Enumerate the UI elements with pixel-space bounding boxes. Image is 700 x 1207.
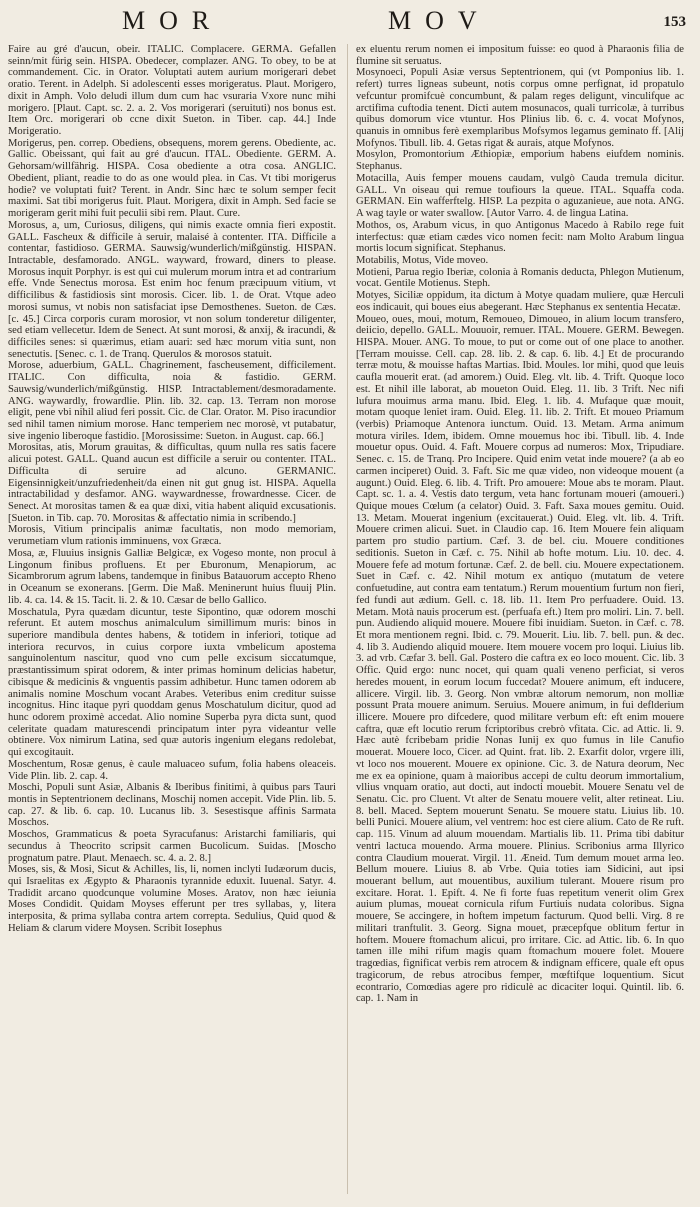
entry-moschentum: Moschentum, Rosæ genus, è caule maluaceo sufum, folia habens oleaceis. Vide Plin. lib. 2. cap. 4. (8, 758, 336, 782)
entry-motyes: Motyes, Siciliæ oppidum, ita dictum à Motye quadam muliere, quæ Herculi eos indicauit, qui boues eius abegerant. Hæc Stephanus ex sententia Hecatæ. (356, 290, 684, 313)
entry-morigerus: Morigerus, pen. correp. Obediens, obsequens, morem gerens. Obediente, ac. Gallic. Obeissant, qui fait au gré d'aucun. ITAL. Obediente. GERM. A. Gehorsam/willfährig. HISPA. Cosa obediente a otra cosa. ANGLIC. Obedient, pliant, readie to do as one would plea. in Cas. Vt tibi morigerus hodie? ve voluptati fuit? Terent. in Andr. Sinc hæc te solum semper fecit maximi. Sat tibi morigerus fuit. Plaut. Morigera, dixit in Amph. Sed facie se morigeram gerit mihi fuit peculii sibi rem. Plaut. Cure. (8, 137, 336, 220)
entry-mosa: Mosa, æ, Fluuius insignis Galliæ Belgicæ, ex Vogeso monte, non procul à Lingonum finibus profluens. Et per Eburonum, Menapiorum, ac Sicambrorum agrum labens, tandemque in finibus Batauorum accepto Rheno in Oceanum se exonerans. [Germ. Die Maß. Meninerunt huius fluuij Plin. lib. 4. ca. 14. & 15. Tacit. li. 2. & 10. Cæsar de bello Gallico. (8, 547, 336, 606)
entry-motacilla: Motacilla, Auis femper mouens caudam, vulgò Cauda tremula dicitur. GALL. Vn oiseau qui remue toufiours la queue. ITAL. Squaffa coda. GERMAN. Ein wafferftelg. HISP. La pezpita o aguzanieue, aue nota. ANG. A wag tayle or water swallow. [Autor Varro. 4. de lingua Latina. (356, 172, 684, 220)
entry-morosis: Morosis, Vitium principalis animæ facultatis, non modo memoriam, verumetiam vlum rationis imminuens, vox Græca. (8, 524, 336, 548)
entry-mothos: Mothos, os, Arabum vicus, in quo Antigonus Macedo à Rabilo rege fuit interfectus: quæ etiam cædes vico nomen fecit: nam Molto Arabum lingua mortis locum significat. Stephanus. (356, 219, 684, 255)
entry-morigeror: Faire au gré d'aucun, obeir. ITALIC. Complacere. GERMA. Gefallen seinn/mit fürig sein. HISPA. Obedecer, complazer. ANG. To obey, to be at commandement. Cic. in Orator. Voluptati autem aurium morigerari debet oratio. Terent. in Adelph. Si adolescenti esses morigeratus. Plaut. Morigero, dixit in Amph. Volo deludi illum dum cum hac vsuraria Vxore nunc mihi morigero. [Plaut. Capt. sc. 2. a. 2. Vos morigerari (seruituti) nos bonus est. Item Orc. morigerari ob ccne dixit Sueton. in Tiber. cap. 44.] Inde Morigeratio. (8, 44, 336, 138)
entry-morositas: Morositas, atis, Morum grauitas, & difficultas, quum nulla res satis facere alicui potest. GALL. Quand aucun est difficile a seruir ou contenter. ITAL. Difficulta di seruire ad alcuno. GERMANIC. Eigensinnigkeit/unzufriedenheit/da einen nit gut gnug ist. HISPA. Aquella intractabilidad y desfamor. ANG. waywardnesse, frowardnesse. Cicer. de Senect. At morositas tamen & ea quæ dixi, vitia habent aliquid excusationis. [Sueton. in Tib. cap. 70. Morositas & affectatio nimia in scribendo.] (8, 442, 336, 524)
entry-motieni: Motieni, Parua regio Iberiæ, colonia à Romanis deducta, Phlegon Mutienum, vocat. Gentile Motienus. Steph. (356, 266, 684, 290)
entry-morosus: Morosus, a, um, Curiosus, diligens, qui nimis exacte omnia fieri expostit. GALL. Fascheux & difficile à seruir, malaisé à contenter. ITA. Difficile a contentar, fastidioso. GERMA. Sauwsig/wunderlich/mißgünstig. HISPAN. Intractable, desfamorado. ANGL. wayward, froward, diners to please. Morosus inquit Porphyr. is est qui cui mulerum morum intra et ad contrarium effe. Vnde Senectus morosa. Est enim hoc fenum præcipuum vitium, vt difficilibus & fastidiosis sint morosis. Cicer. lib. 1. de Orat. Vtque adeo morosi sumus, vt nobis non satisfaciat ipse Demosthenes. Sueton. de Cæs. [c. 45.] Circa corporis curam morosior, vt non solum tonderetur diligenter, sed etiam vellecetur. Idem de Senect. At sunt morosi, & anxij, & iracundi, & difficiles senes: si quærimus, etiam auari: sed hæc morum vitia sunt, non senectutis. [Senec. c. 1. de Tranq. Querulos & morosos statuit. (8, 219, 336, 360)
entry-motabilis: Motabilis, Motus, Vide moveo. (356, 254, 489, 266)
page-number: 153 (663, 14, 686, 30)
left-column (8, 44, 336, 1196)
entry-mosylon: Mosylon, Promontorium Æthiopiæ, emporium habens eiufdem nominis. Stephanus. (356, 149, 684, 173)
entry-moschi: Moschi, Populi sunt Asiæ, Albanis & Iberibus finitimi, à quibus pars Tauri montis in Septentrionem declinans, Moschij nomen accepit. Vide Plin. lib. 5. cap. 27. & lib. 6. cap. 10. Lucanus lib. 3. Sesestisque affinis Sarmata Moschos. (8, 782, 336, 829)
entry-moses-cont: ex eluentu rerum nomen ei impositum fuisse: eo quod à Pharaonis filia de flumine sit seruatus. (356, 44, 684, 67)
entry-morose: Morose, aduerbium, GALL. Chagrinement, fascheusement, difficilement. ITALIC. Con difficulta, noia & fastidio. GERM. Sauwsig/wunderlich/mißgünstig. HISP. Intractablement/desmoradamente. ANG. waywardly, frowardlie. Plin. lib. 32. cap. 13. Terram non morose eligit, pene vbi nihil aliud feri possit. Cic. de Clar. Orator. M. Piso iracundior sed nihil tamen nimium morose. Hanc temperiem nec morosè, vt putabatur, sive ingenio liberoque fastidio. [Morosissime: Sueton. in August. cap. 66.] (8, 360, 336, 442)
column-divider (347, 44, 348, 1194)
entry-moschos: Moschos, Grammaticus & poeta Syracufanus: Aristarchi familiaris, qui secundus à Theocrito scripsit carmen Bucolicum. Suidas. [Moscho prognatum patre. Plaut. Menaech. sc. 4. a. 2. 8.] (8, 829, 336, 864)
entry-mosynoeci: Mosynoeci, Populi Asiæ versus Septentrionem, qui (vt Pomponius lib. 1. refert) turres ligneas subeunt, notis corpus omne perfignat, id propatulo vefcuntur promifcuè concumbunt, & palam reges deligunt, vinculifque ac arctifima cuftodia tenent. Dicti autem mosunacos, quali turricolæ, à turribus quibus domorum vice vtuntur. Hos Plinius lib. 6. c. 4. vocat Mofynos, quanuis in omnibus ferè exemplaribus Mofsymos legamus geminato ff. [Alij Mofynos. Tibull. lib. 4. Getas rigat & aurais, atque Mofynos. (356, 67, 684, 149)
running-head-left: MOR (122, 6, 224, 35)
entry-moses: Moses, sis, & Mosi, Sicut & Achilles, lis, li, nomen inclyti Iudæorum ducis, qui Israelitas ex Ægypto & Pharaonis tyrannide eduxit. Iuuenal. Satyr. 4. Tradidit arcano quodcunque volumine Moses. Aratov, non hæc ieiunia Moses Condidit. Quidam Moyses efferunt per tres syllabas, y, litera interposita, & prima syllaba contra artem correpta. Sedulius, Quid quod & Heliam & clarum videre Moysen. Scribit Iosephus (8, 864, 336, 934)
entry-moschatula: Moschatula, Pyra quædam dicuntur, teste Sipontino, quæ odorem moschi referunt. Et autem moschus animalculum simillimum muris: binos in superiore mandibula dentes habens, & totidem in inferiori, totique ad interiora recurvos, in cuius corpore iuxta vmbelicum apostema sanguinolentum nascitur, quod vno cum pelle excisum siccatumque, præstantissimum spirat odorem, & inter primas hominum delicias habetur, cibisque & medicinis & vnguentis passim adhibetur. Hunc tamen odorem ab animalis nomine Moschum vocant Arabes. Veteribus enim creditur suisse incognitus. Hinc itaque pyri quoddam genus Moschatulum dicitur, quod ad hunc odorem proximè accedat. Alio nomine Superba pyra dicta sunt, quod celeritate quadam maturescendi principatum inter pyra videantur velle obtinere. Vox nimirum Latina, sed quæ autoris ingenium elegans redolebat, qui excogitauit. (8, 606, 336, 759)
running-head-right: MOV (388, 6, 491, 35)
right-column (356, 44, 684, 1196)
entry-moueo: Moueo, oues, moui, motum, Remoueo, Dimoueo, in alium locum transfero, deiicio, depello. GALL. Mouuoir, remuer. ITAL. Mouere. GERM. Bewegen. HISPA. Mouer. ANG. To moue, to put or come out of one place to another. [Terram mouisse. Cell. cap. 28. lib. 2. & cap. 6. lib. 4.] Et de procurando terræ motu, & mouisse haftas Martias. Ibid. Moules. lor mihi, quod que leuis caufla mouerit erat. (ad amorem.) Ouid. Eleg. vlt. lib. 4. Trift. Quoque loco est. Et nihil ille laborat, ab moueton Ouid. Eleg. 11. lib. 3 Trift. Nec nifi lufura mouimus arma manu. Ibid. Eleg. 1. lib. 4. Mufaque quæ mouit, motam quoque leniet iram. Ouid. Eleg. 11. lib. 2. Trift. Et moueo Priamum (verbis) Priamoque Antenora iunctum. Ouid. 13. Metam. Arma animum motura viriles. Idem, ibidem. Omne mouemus hoc ibi. Tibull. lib. 4. Inde mouetur opus. Ouid. 4. Faft. Mouere corpus ad numeros: Mox, Tripudiare. Senec. c. 15. de Tranq. Pro Incipere. Quid enim vetat inde mouere? (a ab eo carmen inciperet) Ouid. 3. Faft. Sic me quæ video, non videoque mouent (a augunt.) Ouid. Eleg. 6. lib. 4. Trift. Pro amouere: Moue abs te moram. Plaut. Capt. sc. 1. a. 4. Vestis dato tergum, veta hanc fortunam moueri (amoueri.) Quique moues Cœlum (a celator) Ouid. 3. Faft. Saxa moues gemitu. Ouid. 13. Metam. Mouerat ingenium (excitauerat.) Ouid. Eleg. vlt. lib. 4. Trift. Mouere crimen alicui. Suet. in Claudio cap. 16. Item Mouere fein aliquam partem pro studio partium. Cæf. 3. de bel. ciu. Mouere conditiones seditionis. Sueton in Cæf. c. 75. Nihil ab hofte motum. Liu. 10. dec. 4. Mouere fefe ad motum fortunæ. Cæf. 2. de bell. ciu. Mouere expectationem. Suet in Cæf. c. 42. Nihil motum ex antiquo (mutatum de vetere confuetudine, aut contra eam tentatum.) Rerum mouentium furtum non fieri, fed fundi aut ædium. Gell. c. 18. lib. 11. Item Pro perfuadere. Ouid. 13. Metam. Motà nauis procerum est. (perfuafa eft.) Item pro moliri. Lin. 7. bell. pun. Audiendo aliquid mouere. Mouere fibi inuidiam. Sueton. in Cæf. c. 78. Et mora mentionem regni. Ibid. c. 79. Mouerit. Liu. lib. 7. bell. pun. & dec. 4. lib 3. Audiendo aliquid mouere. Item mouere vocem pro loqui. Liuius lib. 3. ad vrb. Cæfar 3. bell. Gal. Postero die caftra ex eo loco mouent. Cic. lib. 3 Offic. Quid ergo: nunc nocet, qui quam quali veneno perficiat, si veros heredes mouent, in eorum locum fuccedat? Mouere animum, eft inducere, allicere. Virgil. lib. 3. Georg. Non vmbræ altorum nemorum, non molliæ possunt Prata mouere animum. Seruius. Mouere animum, in fui deflderium illicere. Mouere pro difcedere, quod militare verbum eft: eft enim mouere caftra, quæ eft locutio rerum fcriptoribus crebrò vfitata. Cic. ad Attic. li. 9. Hæc autè fcribebam pridie Nonas Iunij ex quo fumus in lile Canufio mouerat. Mouere loco, Cicer. ad Quint. frat. lib. 2. Exarfit dolor, vrgere illi, vt loco nos mouerent. Mouere ex opinione. Cic. 3. de Natura deorum, Nec me ex ea opinione, quam à maioribus accepi de cultu deorum immortalium, vllius vnquam oratio, aut docti, aut indocti mouebit. Mouere Senatu vel de Senatu. Cic. pro Cluent. Vt alter de Senatu mouere velit, alter retineat. Liu. 8. bell. Maced. Septem mouerunt Senatu. Se mouere statu. Liuius lib. 10. belli Punici. Mouere alium, vel ventrem: hoc est ciere alium. Cato de Re ruft. cap. 115. Vinum ad aluum mouendam. Martialis lib. 11. Prima tibi dabitur ventri lactuca mouendo. Arma mouere. Plinius. Scribonius arma Illyrico contra Claudium mouerat. Virgil. 11. Æneid. Tum demum mouet arma leo. Bellum mouere. Liuius 8. ab Vrbe. Quia toties iam Sidicini, aut ipsi mouerant bellum, aut mouentibus, auxilium tulerant. Mouere risum pro excitare. Horat. 1. Epift. 4. Ne fi forte fuas repetitum venerit olim Grex auium plumas, moueat cornicula rifum Furtiuis nudata coloribus. Signa mouere, Se accingere, in hoftem impetum facturum. Quod belli. Virg. 8 re militari tranftulit. 3. Georg. Signa mouet, præcepfque oblitum fertur in hoftem. Mouere ftomachum alicui, pro irritare. Cic. ad Attic. lib. 6. In quo tamen ille mihi rifum magis quam ftomachum mouere folet. Mouere tragœdias, fignificat verbis rem atrocem & indignam efficere, quale eft opus tragicorum, de rebus atrocibus femper, mœftifque loquentium. Sicut econtrario, Comœdias agere pro ridiculè ac dicaciter loqui. Quintil. lib. 6. cap. 1. Nam in (356, 313, 684, 1005)
